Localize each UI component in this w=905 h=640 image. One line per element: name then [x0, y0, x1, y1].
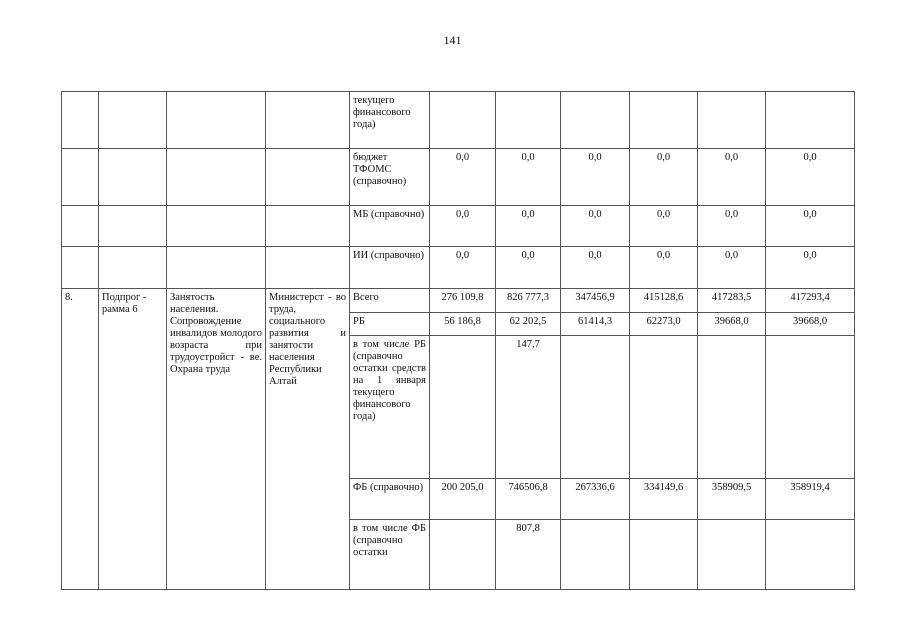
value-cell: 746506,8	[496, 479, 561, 520]
empty-cell	[266, 206, 350, 247]
value-cell: 0,0	[430, 206, 496, 247]
program-name: Занятость населения. Сопровождение инвалидов молодого возраста при трудоустройст - ве. Охрана труда	[167, 289, 266, 590]
table-row	[62, 289, 855, 313]
value-cell: 0,0	[630, 206, 698, 247]
value-cell: 0,0	[430, 247, 496, 289]
value-cell: 417293,4	[766, 289, 855, 313]
empty-cell	[99, 206, 167, 247]
table-row	[62, 92, 855, 149]
value-cell: 415128,6	[630, 289, 698, 313]
value-cell: 347456,9	[561, 289, 630, 313]
table-row	[62, 206, 855, 247]
funding-source: РБ	[350, 313, 430, 336]
value-cell: 0,0	[766, 206, 855, 247]
value-cell: 807,8	[496, 520, 561, 590]
value-cell	[630, 520, 698, 590]
value-cell: 0,0	[766, 149, 855, 206]
empty-cell	[99, 149, 167, 206]
funding-source: ФБ (справочно)	[350, 479, 430, 520]
value-cell	[698, 92, 766, 149]
value-cell	[766, 92, 855, 149]
funding-source: ИИ (справочно)	[350, 247, 430, 289]
value-cell: 39668,0	[698, 313, 766, 336]
value-cell: 147,7	[496, 336, 561, 479]
empty-cell	[62, 92, 99, 149]
table-row	[62, 149, 855, 206]
value-cell	[496, 92, 561, 149]
value-cell: 267336,6	[561, 479, 630, 520]
value-cell: 358919,4	[766, 479, 855, 520]
value-cell	[698, 520, 766, 590]
value-cell: 62273,0	[630, 313, 698, 336]
value-cell: 0,0	[630, 149, 698, 206]
program-type: Подпрог - рамма 6	[99, 289, 167, 590]
empty-cell	[167, 206, 266, 247]
value-cell: 0,0	[561, 149, 630, 206]
value-cell: 56 186,8	[430, 313, 496, 336]
value-cell: 0,0	[496, 247, 561, 289]
value-cell	[698, 336, 766, 479]
value-cell: 62 202,5	[496, 313, 561, 336]
empty-cell	[167, 149, 266, 206]
value-cell: 0,0	[766, 247, 855, 289]
value-cell	[430, 520, 496, 590]
value-cell: 0,0	[496, 149, 561, 206]
value-cell	[630, 336, 698, 479]
value-cell	[561, 520, 630, 590]
table-row	[62, 247, 855, 289]
empty-cell	[62, 149, 99, 206]
empty-cell	[62, 206, 99, 247]
empty-cell	[99, 92, 167, 149]
funding-source: в том числе РБ (справочно остатки средств на 1 января текущего финансового года)	[350, 336, 430, 479]
value-cell	[766, 336, 855, 479]
empty-cell	[266, 149, 350, 206]
value-cell: 334149,6	[630, 479, 698, 520]
funding-source: МБ (справочно)	[350, 206, 430, 247]
value-cell	[430, 92, 496, 149]
value-cell: 358909,5	[698, 479, 766, 520]
empty-cell	[167, 247, 266, 289]
row-number: 8.	[62, 289, 99, 590]
value-cell	[630, 92, 698, 149]
funding-source: в том числе ФБ (справочно остатки	[350, 520, 430, 590]
value-cell: 826 777,3	[496, 289, 561, 313]
value-cell: 417283,5	[698, 289, 766, 313]
page-number: 141	[443, 33, 462, 47]
value-cell: 0,0	[496, 206, 561, 247]
value-cell: 0,0	[630, 247, 698, 289]
program-executor: Министерст - во труда, социального развития и занятости населения Республики Алтай	[266, 289, 350, 590]
value-cell: 276 109,8	[430, 289, 496, 313]
value-cell: 200 205,0	[430, 479, 496, 520]
funding-source: бюджет ТФОМС (справочно)	[350, 149, 430, 206]
value-cell	[561, 92, 630, 149]
value-cell	[561, 336, 630, 479]
empty-cell	[99, 247, 167, 289]
value-cell: 0,0	[698, 206, 766, 247]
value-cell: 39668,0	[766, 313, 855, 336]
empty-cell	[62, 247, 99, 289]
empty-cell	[266, 247, 350, 289]
value-cell	[766, 520, 855, 590]
budget-table	[61, 91, 855, 590]
value-cell: 61414,3	[561, 313, 630, 336]
funding-source: Всего	[350, 289, 430, 313]
value-cell: 0,0	[698, 247, 766, 289]
empty-cell	[266, 92, 350, 149]
value-cell: 0,0	[561, 247, 630, 289]
funding-source: текущего финансового года)	[350, 92, 430, 149]
value-cell	[430, 336, 496, 479]
value-cell: 0,0	[561, 206, 630, 247]
empty-cell	[167, 92, 266, 149]
value-cell: 0,0	[430, 149, 496, 206]
value-cell: 0,0	[698, 149, 766, 206]
